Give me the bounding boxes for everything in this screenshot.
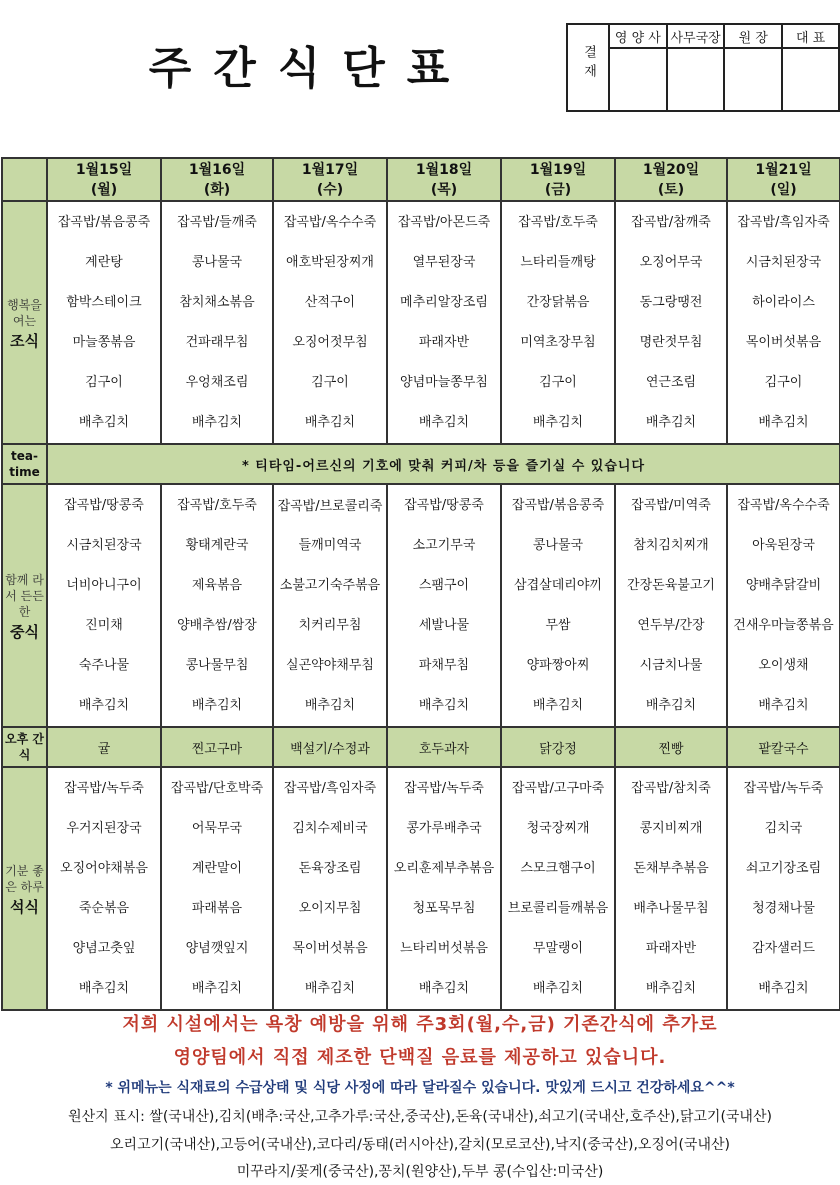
menu-item: 시금치된장국 — [745, 255, 822, 270]
menu-item: 콩나물국 — [532, 538, 584, 553]
menu-item: 연근조림 — [645, 375, 697, 390]
menu-item: 잡곡밥/땅콩죽 — [64, 498, 144, 513]
sign-cell — [667, 48, 725, 111]
menu-item: 잡곡밥/단호박죽 — [170, 781, 264, 796]
menu-item: 시금치나물 — [639, 658, 703, 673]
snack-item: 팥칼국수 — [727, 727, 840, 767]
menu-item: 치커리무침 — [298, 618, 362, 633]
menu-item: 콩나물무침 — [185, 658, 249, 673]
teatime-text: * 티타임-어르신의 기호에 맞춰 커피/차 등을 즐기실 수 있습니다 — [47, 444, 840, 484]
menu-item: 배추김치 — [418, 415, 470, 430]
date-header: 1월16일 (화) — [161, 158, 273, 201]
menu-item: 계란탕 — [85, 255, 123, 270]
menu-item: 하이라이스 — [752, 295, 815, 310]
origin-line-1: 원산지 표시: 쌀(국내산),김치(배추:국산,고추가루:국산,중국산),돈육(국내산),쇠고기(국내산,호주산),닭고기(국내산) — [68, 1109, 772, 1125]
menu-item: 감자샐러드 — [752, 941, 815, 956]
breakfast-row — [2, 201, 840, 444]
snack-item: 호두과자 — [387, 727, 501, 767]
menu-item: 오이지무침 — [298, 901, 362, 916]
lunch-day — [387, 484, 501, 727]
menu-item: 김구이 — [539, 375, 577, 390]
menu-item: 배추김치 — [532, 981, 584, 996]
teatime-row — [2, 444, 840, 484]
menu-item: 배추김치 — [645, 698, 697, 713]
origin-line-3: 미꾸라지/꽃게(중국산),꽁치(원양산),두부 콩(수입산:미국산) — [236, 1164, 604, 1180]
dinner-row — [2, 767, 840, 1010]
snack-label: 오후 간식 — [2, 727, 47, 767]
menu-item: 간장돈육불고기 — [627, 578, 715, 593]
menu-item: 잡곡밥/볶음콩죽 — [511, 498, 605, 513]
menu-item: 양념마늘쫑무침 — [400, 375, 488, 390]
snack-item: 닭강정 — [501, 727, 615, 767]
menu-item: 아욱된장국 — [752, 538, 815, 553]
snack-row — [2, 727, 840, 767]
menu-item: 숙주나물 — [78, 658, 130, 673]
menu-item: 김치수제비국 — [292, 821, 368, 836]
menu-item: 배추김치 — [191, 981, 243, 996]
menu-item: 청국장찌개 — [526, 821, 590, 836]
menu-item: 배추김치 — [532, 698, 584, 713]
dinner-label: 기분 좋은 하루 석식 — [2, 767, 47, 1010]
menu-item: 파래자반 — [418, 335, 470, 350]
menu-item: 마늘쫑볶음 — [72, 335, 136, 350]
lunch-day — [47, 484, 161, 727]
menu-item: 잡곡밥/호두죽 — [177, 498, 257, 513]
breakfast-day — [161, 201, 273, 444]
menu-item: 산적구이 — [304, 295, 356, 310]
lunch-day — [273, 484, 387, 727]
menu-item: 소불고기숙주볶음 — [279, 578, 381, 593]
menu-item: 미역초장무침 — [520, 335, 596, 350]
role-office-manager: 사무국장 — [667, 24, 725, 48]
menu-item: 김치국 — [764, 821, 803, 836]
menu-item: 배추김치 — [758, 698, 809, 713]
date-row — [2, 158, 840, 201]
menu-item: 무말랭이 — [532, 941, 584, 956]
menu-item: 배추김치 — [418, 698, 470, 713]
menu-item: 우엉채조림 — [185, 375, 249, 390]
dinner-day — [615, 767, 727, 1010]
menu-item: 잡곡밥/고구마죽 — [511, 781, 605, 796]
menu-item: 콩나물국 — [191, 255, 243, 270]
menu-item: 배추김치 — [645, 981, 697, 996]
lunch-day — [727, 484, 840, 727]
menu-item: 잡곡밥/브로콜리죽 — [277, 498, 383, 514]
menu-item: 메추리알장조림 — [400, 295, 488, 310]
menu-item: 양배추닭갈비 — [745, 578, 822, 593]
menu-item: 배추김치 — [532, 415, 584, 430]
menu-item: 배추김치 — [191, 698, 243, 713]
lunch-day — [615, 484, 727, 727]
menu-item: 김구이 — [311, 375, 349, 390]
menu-item: 잡곡밥/녹두죽 — [64, 781, 144, 796]
menu-item: 배추김치 — [78, 415, 130, 430]
date-header: 1월17일 (수) — [273, 158, 387, 201]
date-header: 1월21일 (일) — [727, 158, 840, 201]
menu-item: 잡곡밥/들깨죽 — [177, 215, 257, 230]
lunch-day — [161, 484, 273, 727]
menu-item: 스모크햄구이 — [520, 861, 596, 876]
menu-item: 느타리버섯볶음 — [400, 941, 488, 956]
breakfast-day — [615, 201, 727, 444]
menu-item: 김구이 — [85, 375, 123, 390]
menu-item: 잡곡밥/미역죽 — [631, 498, 711, 513]
menu-item: 제육볶음 — [191, 578, 243, 593]
menu-item: 애호박된장찌개 — [286, 255, 374, 270]
menu-item: 연두부/간장 — [637, 618, 705, 633]
sign-cell — [782, 48, 839, 111]
menu-item: 세발나물 — [418, 618, 470, 633]
menu-item: 양념고춧잎 — [72, 941, 136, 956]
menu-item: 배추김치 — [758, 981, 809, 996]
menu-item: 김구이 — [764, 375, 803, 390]
breakfast-day — [501, 201, 615, 444]
menu-item: 오징어야채볶음 — [60, 861, 148, 876]
menu-item: 시금치된장국 — [66, 538, 142, 553]
menu-item: 참치김치찌개 — [633, 538, 709, 553]
menu-item: 청경채나물 — [752, 901, 815, 916]
menu-item: 양파짱아찌 — [526, 658, 590, 673]
menu-item: 돈육장조림 — [298, 861, 362, 876]
date-header: 1월18일 (목) — [387, 158, 501, 201]
menu-item: 너비아니구이 — [66, 578, 142, 593]
menu-item: 계란말이 — [191, 861, 243, 876]
approval-label: 결재 — [567, 24, 609, 111]
menu-item: 잡곡밥/호두죽 — [518, 215, 598, 230]
menu-item: 배추김치 — [78, 698, 130, 713]
snack-item: 찐빵 — [615, 727, 727, 767]
snack-item: 찐고구마 — [161, 727, 273, 767]
menu-item: 잡곡밥/땅콩죽 — [404, 498, 484, 513]
menu-item: 배추김치 — [304, 981, 356, 996]
menu-item: 소고기무국 — [412, 538, 476, 553]
sign-cell — [609, 48, 667, 111]
menu-item: 배추나물무침 — [633, 901, 709, 916]
breakfast-day — [387, 201, 501, 444]
menu-item: 어묵무국 — [191, 821, 243, 836]
menu-item: 브로콜리들깨볶음 — [507, 901, 609, 916]
menu-item: 함박스테이크 — [66, 295, 142, 310]
menu-item: 잡곡밥/옥수수죽 — [283, 215, 377, 230]
date-header: 1월20일 (토) — [615, 158, 727, 201]
menu-item: 동그랑땡전 — [639, 295, 703, 310]
menu-item: 우거지된장국 — [66, 821, 142, 836]
corner-cell — [2, 158, 47, 201]
menu-item: 목이버섯볶음 — [292, 941, 368, 956]
snack-item: 귤 — [47, 727, 161, 767]
menu-item: 잡곡밥/참깨죽 — [631, 215, 711, 230]
menu-item: 목이버섯볶음 — [745, 335, 822, 350]
dinner-day — [273, 767, 387, 1010]
breakfast-day — [727, 201, 840, 444]
menu-item: 오이생채 — [758, 658, 809, 673]
menu-item: 삼겹살데리야끼 — [514, 578, 602, 593]
menu-item: 진미채 — [85, 618, 123, 633]
menu-item: 실곤약야채무침 — [286, 658, 374, 673]
menu-item: 콩가루배추국 — [406, 821, 482, 836]
menu-item: 죽순볶음 — [78, 901, 130, 916]
notice-line-3: * 위메뉴는 식재료의 수급상태 및 식당 사정에 따라 달라질수 있습니다. 맛있게 드시고 건강하세요^^* — [105, 1080, 735, 1096]
lunch-row — [2, 484, 840, 727]
notice-line-1: 저희 시설에서는 욕창 예방을 위해 주3회(월,수,금) 기존간식에 추가로 — [122, 1014, 718, 1035]
menu-item: 잡곡밥/흑임자죽 — [737, 215, 830, 230]
breakfast-day — [273, 201, 387, 444]
menu-item: 잡곡밥/녹두죽 — [404, 781, 484, 796]
approval-box — [566, 23, 840, 112]
role-director: 원 장 — [724, 24, 782, 48]
menu-item: 잡곡밥/아몬드죽 — [397, 215, 491, 230]
menu-item: 파래볶음 — [191, 901, 243, 916]
menu-item: 스팸구이 — [418, 578, 470, 593]
menu-item: 돈채부추볶음 — [633, 861, 709, 876]
menu-item: 오리훈제부추볶음 — [393, 861, 495, 876]
menu-item: 느타리들깨탕 — [520, 255, 596, 270]
menu-item: 건새우마늘쫑볶음 — [733, 618, 834, 633]
menu-item: 콩지비찌개 — [639, 821, 703, 836]
menu-item: 잡곡밥/볶음콩죽 — [57, 215, 151, 230]
menu-item: 배추김치 — [304, 415, 356, 430]
role-representative: 대 표 — [782, 24, 839, 48]
menu-item: 파래자반 — [645, 941, 697, 956]
origin-line-2: 오리고기(국내산),고등어(국내산),코다리/동태(러시아산),갈치(모로코산),낙지(중국산),오징어(국내산) — [110, 1137, 730, 1153]
menu-item: 명란젓무침 — [639, 335, 703, 350]
role-nutritionist: 영 양 사 — [609, 24, 667, 48]
date-header: 1월15일 (월) — [47, 158, 161, 201]
notice-line-2: 영양팀에서 직접 제조한 단백질 음료를 제공하고 있습니다. — [173, 1047, 667, 1068]
menu-item: 잡곡밥/옥수수죽 — [737, 498, 830, 513]
menu-item: 무쌈 — [545, 618, 571, 633]
dinner-day — [387, 767, 501, 1010]
page-title: 주간식단표 — [148, 43, 472, 94]
menu-item: 배추김치 — [78, 981, 130, 996]
menu-item: 간장닭볶음 — [526, 295, 590, 310]
lunch-label: 함께 라서 든든한 중식 — [2, 484, 47, 727]
menu-item: 들깨미역국 — [298, 538, 362, 553]
menu-item: 오징어무국 — [639, 255, 703, 270]
menu-item: 쇠고기장조림 — [745, 861, 822, 876]
menu-item: 열무된장국 — [412, 255, 476, 270]
breakfast-day — [47, 201, 161, 444]
menu-item: 배추김치 — [191, 415, 243, 430]
menu-item: 참치채소볶음 — [179, 295, 255, 310]
menu-item: 오징어젓무침 — [292, 335, 368, 350]
dinner-day — [161, 767, 273, 1010]
menu-item: 건파래무침 — [185, 335, 249, 350]
breakfast-label: 행복을 여는 조식 — [2, 201, 47, 444]
menu-item: 잡곡밥/참치죽 — [631, 781, 711, 796]
dinner-day — [501, 767, 615, 1010]
menu-item: 배추김치 — [645, 415, 697, 430]
menu-item: 배추김치 — [418, 981, 470, 996]
weekly-menu-table — [1, 157, 840, 1011]
menu-item: 잡곡밥/흑임자죽 — [283, 781, 377, 796]
menu-item: 잡곡밥/녹두죽 — [743, 781, 824, 796]
dinner-day — [47, 767, 161, 1010]
menu-item: 파채무침 — [418, 658, 470, 673]
menu-item: 황태계란국 — [185, 538, 249, 553]
date-header: 1월19일 (금) — [501, 158, 615, 201]
menu-item: 양배추쌈/쌈장 — [177, 618, 257, 633]
menu-item: 배추김치 — [304, 698, 356, 713]
teatime-label: tea-time — [2, 444, 47, 484]
dinner-day — [727, 767, 840, 1010]
menu-item: 배추김치 — [758, 415, 809, 430]
snack-item: 백설기/수정과 — [273, 727, 387, 767]
sign-cell — [724, 48, 782, 111]
lunch-day — [501, 484, 615, 727]
menu-item: 청포묵무침 — [412, 901, 476, 916]
menu-item: 양념깻잎지 — [185, 941, 249, 956]
